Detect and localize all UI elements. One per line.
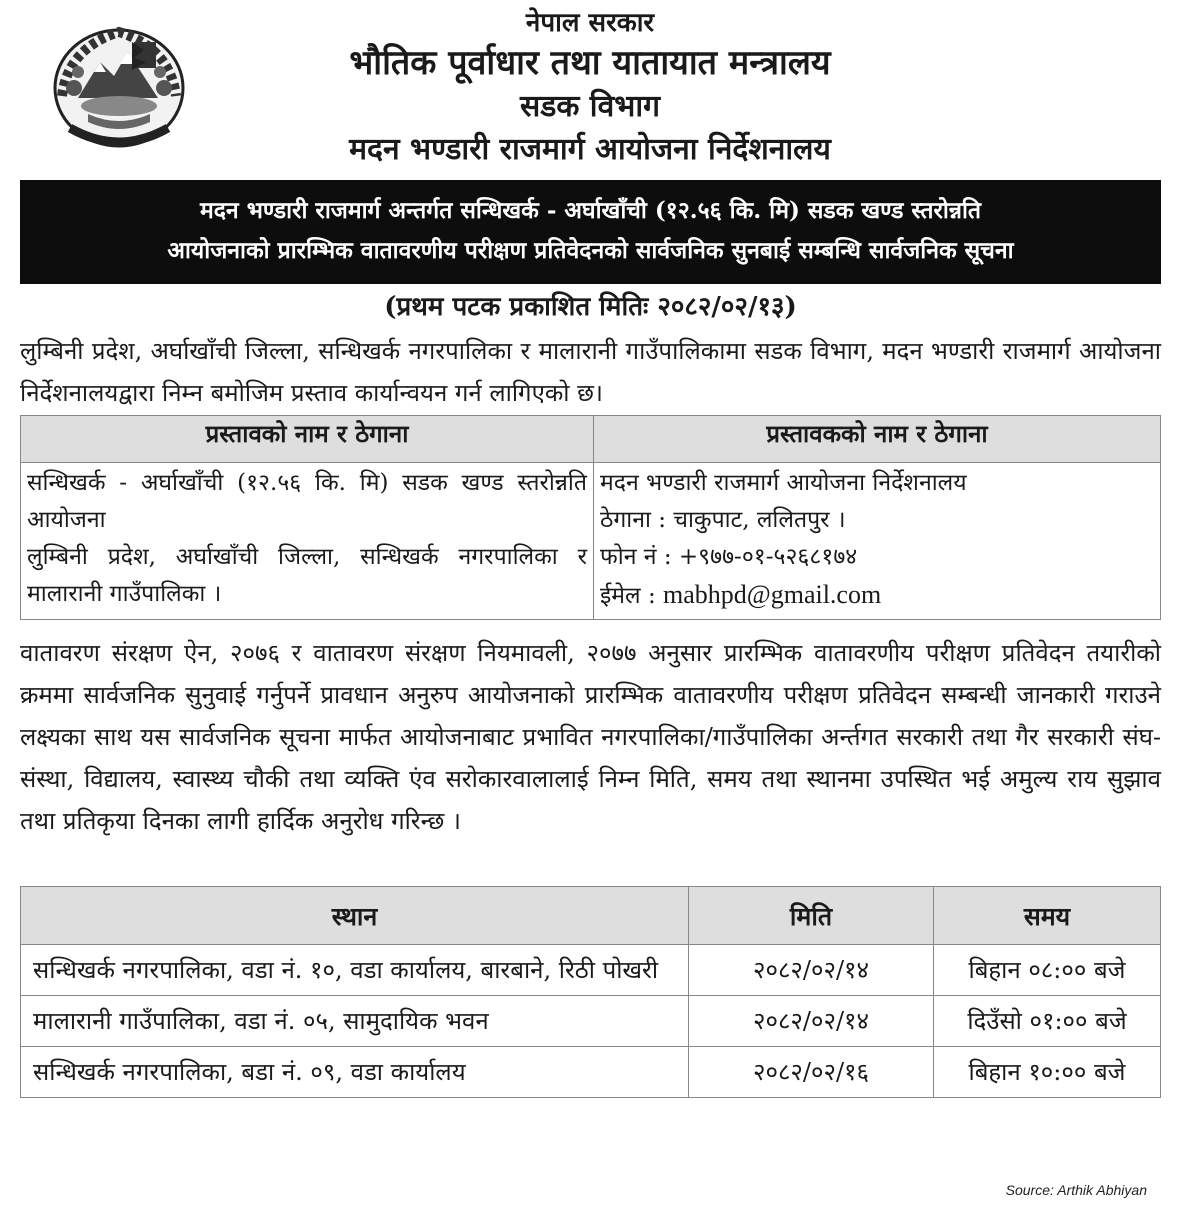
date-header: मिति	[689, 887, 934, 945]
date-cell: २०८२/०२/१४	[689, 996, 934, 1047]
table-row	[21, 996, 1161, 1047]
intro-paragraph: लुम्बिनी प्रदेश, अर्घाखाँची जिल्ला, सन्धिखर्क नगरपालिका र मालारानी गाउँपालिकामा सडक विभाग, मदन भण्डारी राजमार्ग आयोजना निर्देशनालयद्वारा निम्न बमोजिम प्रस्ताव कार्यान्वयन गर्न लागिएको छ।	[20, 337, 1161, 407]
letterhead	[200, 6, 980, 172]
notice-title-banner	[20, 180, 1161, 284]
proposal-name: सन्धिखर्क - अर्घाखाँची (१२.५६ कि. मि) सडक खण्ड स्तरोन्नति आयोजना	[27, 470, 587, 533]
request-paragraph: वातावरण संरक्षण ऐन, २०७६ र वातावरण संरक्षण नियमावली, २०७७ अनुसार प्रारम्भिक वातावरणीय परीक्षण प्रतिवेदन तयारीको क्रममा सार्वजनिक सुनुवाई गर्नुपर्ने प्रावधान अनुरुप आयोजनाको प्रारम्भिक वातावरणीय परीक्षण प्रतिवेदन सम्बन्धी जानकारी गराउने लक्ष्यका साथ यस सार्वजनिक सूचना मार्फत आयोजनाबाट प्रभावित नगरपालिका/गाउँपालिका अर्न्तगत सरकारी तथा गैर सरकारी संघ-संस्था, विद्यालय, स्वास्थ्य चौकी तथा व्यक्ति एंव सरोकारवालालाई निम्न मिति, समय तथा स्थानमा उपस्थित भई अमुल्य राय सुझाव तथा प्रतिकृया दिनका लागी हार्दिक अनुरोध गरिन्छ ।	[20, 639, 1161, 835]
directorate-name: मदन भण्डारी राजमार्ग आयोजना निर्देशनालय	[349, 132, 831, 167]
location-cell: सन्धिखर्क नगरपालिका, वडा नं. १०, वडा कार्यालय, बारबाने, रिठी पोखरी	[21, 945, 689, 996]
email-address: mabhpd@gmail.com	[663, 580, 882, 609]
proponent-phone: फोन नं : +९७७-०१-५२६८१७४	[600, 544, 858, 570]
table-row	[21, 945, 1161, 996]
time-cell: दिउँसो ०१:०० बजे	[934, 996, 1161, 1047]
proponent-header: प्रस्तावकको नाम र ठेगाना	[594, 416, 1161, 463]
location-cell: सन्धिखर्क नगरपालिका, बडा नं. ०९, वडा कार्यालय	[21, 1047, 689, 1098]
date-cell: २०८२/०२/१६	[689, 1047, 934, 1098]
proponent-cell	[594, 463, 1161, 620]
proponent-table-header	[21, 416, 1161, 463]
nepal-emblem-icon	[48, 18, 190, 152]
time-cell: बिहान ०८:०० बजे	[934, 945, 1161, 996]
proposal-address: लुम्बिनी प्रदेश, अर्घाखाँची जिल्ला, सन्धिखर्क नगरपालिका र मालारानी गाउँपालिका ।	[27, 544, 587, 607]
location-cell: मालारानी गाउँपालिका, वडा नं. ०५, सामुदायिक भवन	[21, 996, 689, 1047]
proposal-cell	[21, 463, 594, 620]
table-row	[21, 1047, 1161, 1098]
proponent-address: ठेगाना : चाकुपाट, ललितपुर ।	[600, 507, 846, 533]
proposal-header: प्रस्तावको नाम र ठेगाना	[21, 416, 594, 463]
time-header: समय	[934, 887, 1161, 945]
notice-title-line-1: मदन भण्डारी राजमार्ग अन्तर्गत सन्धिखर्क - अर्घाखाँची (१२.५६ कि. मि) सडक खण्ड स्तरोन्नति	[199, 197, 982, 224]
proponent-email-line	[600, 576, 1154, 615]
date-cell: २०८२/०२/१४	[689, 945, 934, 996]
proponent-name: मदन भण्डारी राजमार्ग आयोजना निर्देशनालय	[600, 470, 967, 496]
publication-date: (प्रथम पटक प्रकाशित मितिः २०८२/०२/१३)	[384, 292, 797, 322]
ministry-name: भौतिक पूर्वाधार तथा यातायात मन्त्रालय	[349, 43, 831, 83]
schedule-table-header	[21, 887, 1161, 945]
department-name: सडक विभाग	[519, 89, 660, 124]
hearing-schedule-table	[20, 886, 1161, 1098]
government-name: नेपाल सरकार	[525, 8, 655, 38]
email-label: ईमेल :	[600, 583, 664, 609]
time-cell: बिहान १०:०० बजे	[934, 1047, 1161, 1098]
table-row	[21, 463, 1161, 620]
notice-title-line-2: आयोजनाको प्रारम्भिक वातावरणीय परीक्षण प्रतिवेदनको सार्वजनिक सुनबाई सम्बन्धि सार्वजनिक सूचना	[167, 237, 1014, 264]
proponent-table	[20, 415, 1161, 620]
location-header: स्थान	[21, 887, 689, 945]
source-credit: Source: Arthik Abhiyan	[1005, 1182, 1147, 1198]
